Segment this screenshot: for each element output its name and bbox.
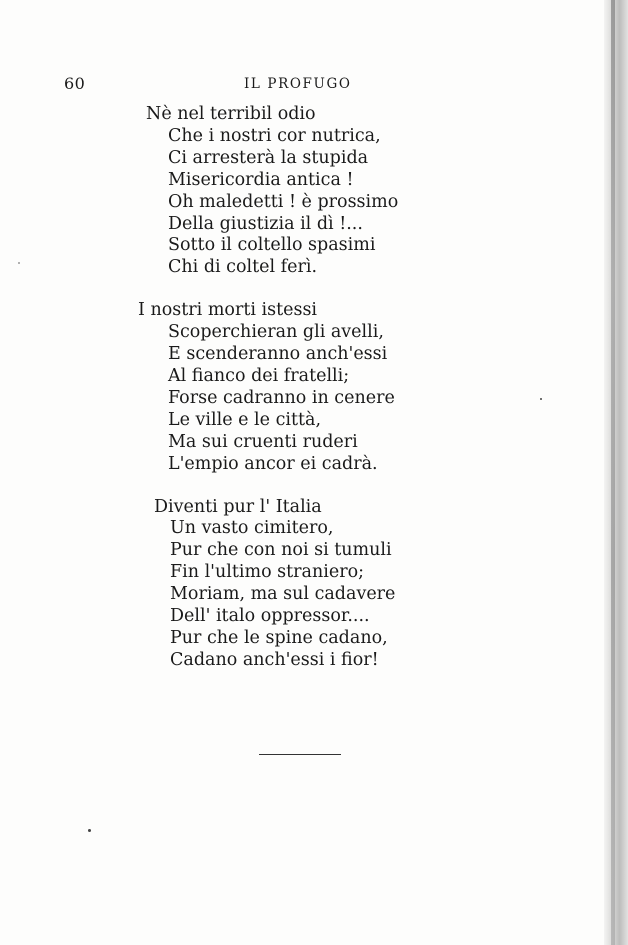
ink-speck — [18, 262, 20, 264]
poem-line: Che i nostri cor nutrica, — [168, 125, 381, 146]
stanza-1 — [146, 104, 436, 279]
page-number: 60 — [64, 74, 86, 93]
poem-line: Pur che le spine cadano, — [170, 627, 388, 648]
ink-speck — [88, 829, 91, 832]
poem-line: Sotto il coltello spasimi — [168, 235, 376, 256]
poem-line: Un vasto cimitero, — [170, 518, 334, 539]
poem-line: Ci arresterà la stupida — [168, 147, 369, 168]
poem-line: Fin l'ultimo straniero; — [170, 562, 365, 583]
poem-line: Oh maledetti ! è prossimo — [168, 191, 399, 212]
poem-line: Misericordia antica ! — [168, 169, 354, 190]
end-rule — [259, 754, 341, 755]
poem-line: Scoperchieran gli avelli, — [168, 322, 384, 343]
poem-line: Moriam, ma sul cadavere — [170, 584, 396, 605]
poem-line: Nè nel terribil odio — [146, 104, 316, 124]
poem-line: E scenderanno anch'essi — [168, 344, 388, 365]
stanza-3 — [154, 497, 436, 672]
poem-line: Al fianco dei fratelli; — [168, 365, 350, 386]
poem — [138, 104, 436, 693]
poem-line: Le ville e le città, — [168, 409, 322, 430]
page-binding-edge — [604, 0, 628, 945]
running-head — [64, 74, 534, 96]
poem-line: Dell' italo oppressor.... — [170, 606, 370, 627]
poem-line: I nostri morti istessi — [138, 300, 318, 321]
running-title: IL PROFUGO — [244, 76, 352, 92]
poem-line: Della giustizia il dì !... — [168, 213, 363, 234]
poem-line: Diventi pur l' Italia — [154, 496, 322, 517]
page-binding-shadow — [611, 0, 615, 945]
poem-line: Ma sui cruenti ruderi — [168, 431, 358, 452]
poem-line: Cadano anch'essi i fior! — [170, 649, 379, 670]
poem-line: L'empio ancor ei cadrà. — [168, 453, 378, 474]
poem-line: Pur che con noi si tumuli — [170, 540, 392, 561]
stanza-2 — [138, 300, 436, 475]
poem-line: Chi di coltel ferì. — [168, 257, 318, 278]
ink-speck — [540, 398, 542, 400]
poem-line: Forse cadranno in cenere — [168, 387, 395, 408]
